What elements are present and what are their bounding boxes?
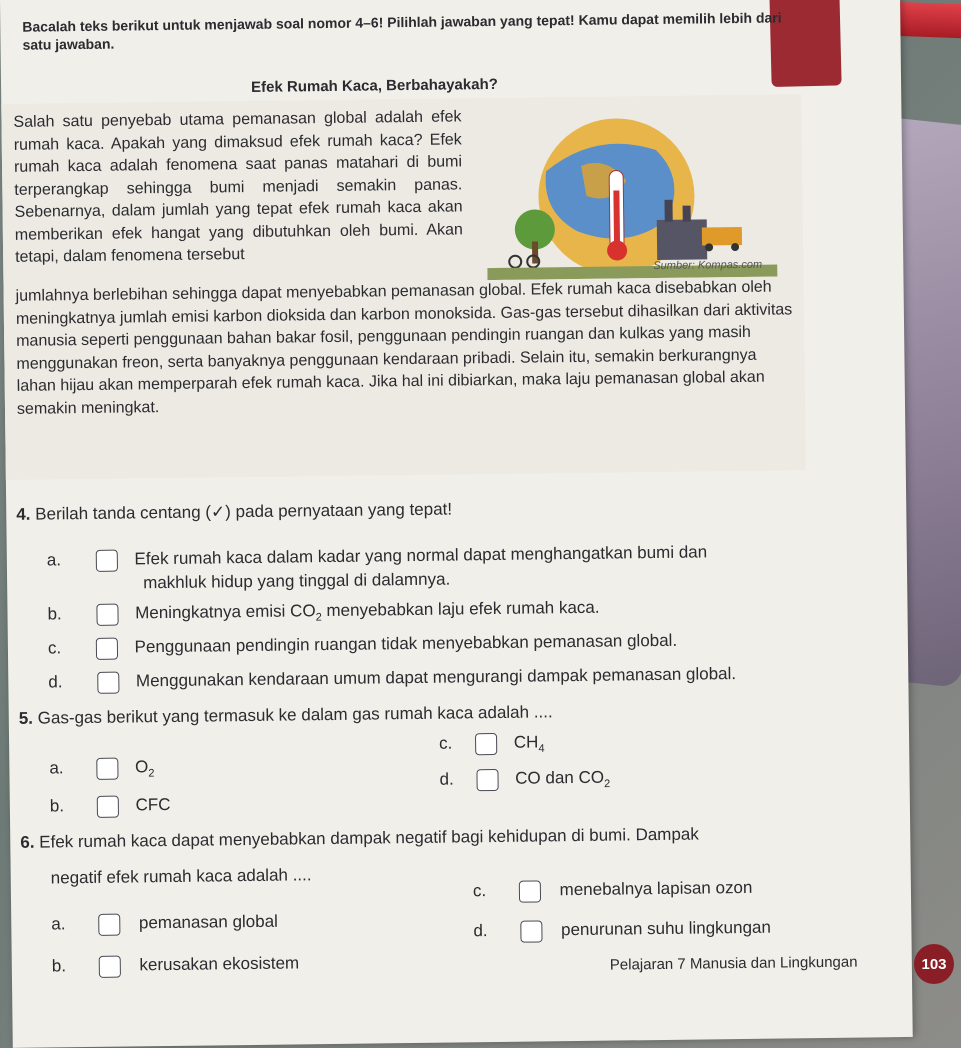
question-text: Gas-gas berikut yang termasuk ke dalam gas rumah kaca adalah .... (37, 702, 553, 728)
option-letter: d. (439, 769, 454, 789)
chapter-footer: Pelajaran 7 Manusia dan Lingkungan (609, 953, 858, 974)
checkbox[interactable] (519, 880, 541, 902)
option-text: CO dan CO (515, 767, 605, 788)
option-letter: a. (51, 914, 66, 934)
q4-option-b (47, 597, 599, 632)
question-4 (16, 499, 452, 526)
option-letter: a. (49, 758, 64, 778)
q6-option-d (473, 917, 771, 943)
q4-option-d (48, 663, 736, 694)
article-paragraph-1: Salah satu penyebab utama pemanasan global adalah efek rumah kaca. Apakah yang dimaksud efek rumah kaca? Efek rumah kaca adalah fenomena saat panas matahari di bumi terperangkap sehingga bumi menjadi semakin panas. Sebenarnya, dalam jumlah yang tepat efek rumah kaca akan memberikan efek hangat yang dibutuhkan oleh bumi. Akan tetapi, dalam fenomena tersebut (13, 108, 463, 266)
option-letter: d. (473, 921, 488, 941)
option-letter: d. (48, 672, 63, 692)
article-title: Efek Rumah Kaca, Berbahayakah? (250, 75, 498, 96)
question-5 (19, 701, 553, 730)
option-text: O (134, 757, 149, 777)
subscript: 2 (604, 777, 611, 791)
checkbox[interactable] (96, 549, 118, 571)
checkbox[interactable] (476, 768, 498, 790)
page-number: 103 (914, 944, 954, 984)
option-letter: c. (438, 733, 453, 753)
option-text: Efek rumah kaca dalam kadar yang normal dapat menghangatkan bumi dan (134, 542, 708, 569)
greenhouse-illustration (485, 109, 777, 281)
question-number: 4. (16, 504, 31, 524)
option-letter: c. (472, 881, 487, 901)
option-text: Penggunaan pendingin ruangan tidak menyebabkan pemanasan global. (134, 630, 678, 657)
subscript: 2 (315, 611, 322, 624)
bicycle-icon (509, 256, 521, 268)
option-text: menebalnya lapisan ozon (559, 877, 753, 900)
checkbox[interactable] (98, 913, 120, 935)
checkbox[interactable] (96, 757, 118, 779)
question-text: Berilah tanda centang (✓) pada pernyataan yang tepat! (35, 499, 453, 524)
option-letter: b. (51, 956, 67, 976)
q5-option-b (50, 794, 171, 818)
option-letter: b. (47, 604, 62, 624)
question-6 (20, 821, 900, 854)
image-source: Sumber: Kompas.com (653, 258, 763, 273)
subscript: 4 (538, 742, 545, 755)
question-number: 6. (20, 832, 35, 852)
q4-option-a (47, 541, 708, 572)
option-letter: b. (49, 796, 65, 816)
option-letter: c. (47, 638, 62, 658)
article-paragraph-2: jumlahnya berlebihan sehingga dapat menyebabkan pemanasan global. Efek rumah kaca disebabkan oleh meningkatnya jumlah emisi karbon dioksida dan karbon monoksida. Gas-gas tersebut dihasilkan dari aktivitas manusia seperti penggunaan bahan bakar fosil, penggunaan pendingin ruangan dan kulkas yang masih menggunakan freon, serta banyaknya penggunaan kendaraan pribadi. Selain itu, semakin berkurangnya lahan hijau akan memperparah efek rumah kaca. Jika hal ini dibiarkan, maka laju pemanasan global akan semakin meningkat. (15, 278, 793, 418)
checkbox[interactable] (520, 920, 542, 942)
truck-icon (702, 227, 742, 245)
checkbox[interactable] (96, 637, 118, 659)
q6-option-a (51, 911, 278, 936)
option-text-end: menyebabkan laju efek rumah kaca. (321, 597, 600, 621)
question-6-continued: negatif efek rumah kaca adalah .... (50, 865, 312, 888)
option-text: penurunan suhu lingkungan (560, 917, 772, 940)
q6-option-b (52, 952, 300, 978)
option-text: Meningkatnya emisi CO (135, 601, 316, 623)
checkbox[interactable] (475, 732, 497, 754)
instruction: Bacalah teks berikut untuk menjawab soal nomor 4–6! Pilihlah jawaban yang tepat! Kamu dapat memilih lebih dari satu jawaban. (22, 9, 782, 53)
question-number: 5. (18, 708, 34, 728)
q5-option-c (439, 731, 545, 761)
option-text: kerusakan ekosistem (139, 953, 300, 975)
q4-option-a-continued: makhluk hidup yang tinggal di dalamnya. (143, 569, 451, 593)
q4-option-c (48, 630, 677, 660)
checkbox[interactable] (99, 955, 121, 977)
checkbox[interactable] (97, 795, 119, 817)
option-text: CFC (135, 794, 171, 815)
subscript: 2 (148, 767, 155, 780)
checkbox[interactable] (96, 603, 118, 625)
option-letter: a. (46, 550, 62, 570)
q6-option-c (473, 877, 753, 903)
option-text: Menggunakan kendaraan umum dapat mengurangi dampak pemanasan global. (135, 664, 737, 691)
option-text: CH (513, 732, 539, 752)
q5-option-a (49, 756, 154, 786)
q5-option-d (439, 767, 610, 797)
option-text: pemanasan global (138, 911, 279, 933)
factory-icon (657, 219, 707, 260)
question-text: Efek rumah kaca dapat menyebabkan dampak negatif bagi kehidupan di bumi. Dampak (39, 824, 699, 852)
checkbox[interactable] (97, 671, 119, 693)
